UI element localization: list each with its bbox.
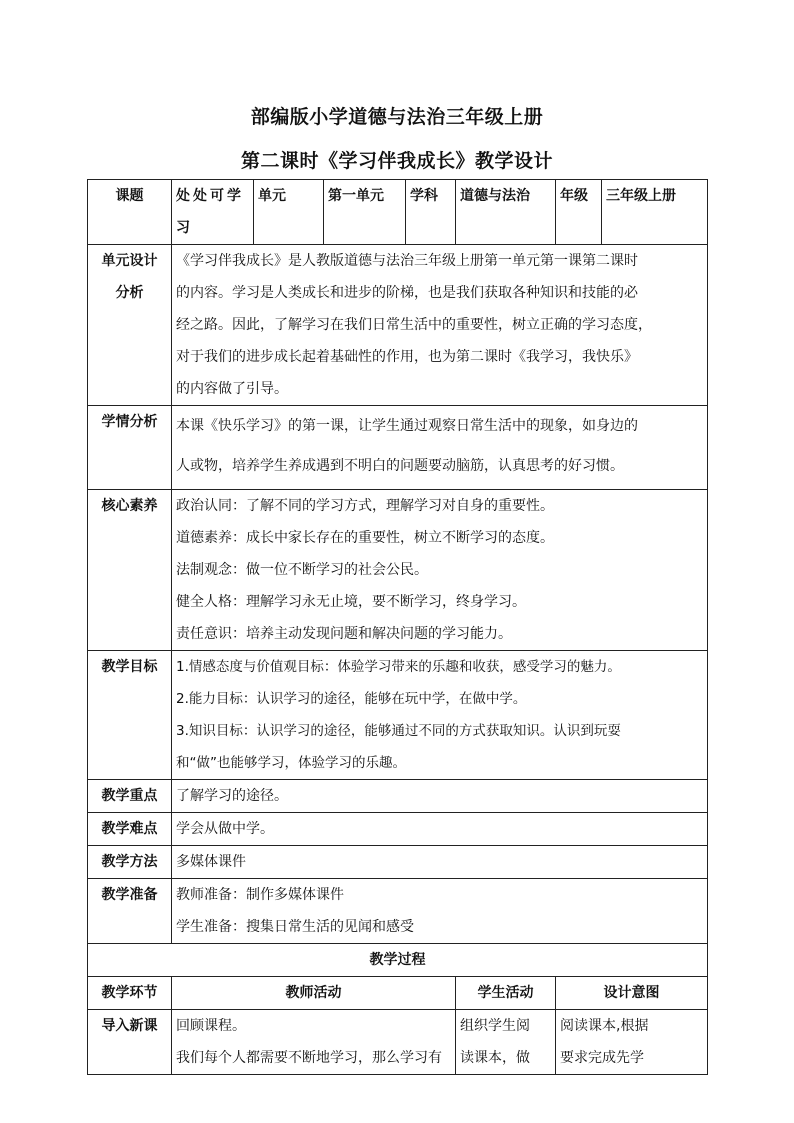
paragraph-line: 的内容做了引导。 — [176, 381, 288, 397]
unit-value: 第一单元 — [324, 180, 406, 245]
paragraph-line: 道德素养：成长中家长存在的重要性，树立不断学习的态度。 — [176, 530, 554, 546]
objective-line: 2.能力目标：认识学习的途径，能够在玩中学，在做中学。 — [176, 691, 527, 707]
paragraph-line: 对于我们的进步成长起着基础性的作用，也为第二课时《我学习，我快乐》 — [176, 349, 638, 365]
info-row — [88, 180, 708, 245]
process-student-activity — [456, 1010, 556, 1075]
subject-value: 道德与法治 — [456, 180, 556, 245]
preparation-label: 教学准备 — [88, 879, 172, 944]
process-row — [88, 1010, 708, 1075]
subject-label: 学科 — [406, 180, 456, 245]
topic-value-line: 习 — [176, 220, 190, 236]
method-label: 教学方法 — [88, 846, 172, 879]
core-literacy-row — [88, 490, 708, 651]
method-row — [88, 846, 708, 879]
core-literacy-label: 核心素养 — [88, 490, 172, 651]
process-header-row — [88, 977, 708, 1010]
objectives-row — [88, 651, 708, 780]
difficulty-label: 教学难点 — [88, 813, 172, 846]
unit-analysis-label-line: 单元设计 — [101, 253, 158, 269]
preparation-student: 学生准备：搜集日常生活的见闻和感受 — [176, 919, 414, 935]
col-student-header: 学生活动 — [456, 977, 556, 1010]
objective-line: 3.知识目标：认识学习的途径，能够通过不同的方式获取知识。认识到玩耍 — [176, 723, 621, 739]
paragraph-line: 经之路。因此，了解学习在我们日常生活中的重要性，树立正确的学习态度， — [176, 317, 652, 333]
paragraph-line: 的内容。学习是人类成长和进步的阶梯，也是我们获取各种知识和技能的必 — [176, 285, 638, 301]
difficulty-row — [88, 813, 708, 846]
document-subtitle: 第二课时《学习伴我成长》教学设计 — [240, 150, 553, 172]
lesson-plan-table — [87, 179, 708, 1075]
topic-value-line: 处处可学 — [176, 188, 244, 204]
topic-label: 课题 — [88, 180, 172, 245]
process-design-intent — [556, 1010, 708, 1075]
paragraph-line: 健全人格：理解学习永无止境，要不断学习，终身学习。 — [176, 594, 526, 610]
paragraph-line: 本课《快乐学习》的第一课，让学生通过观察日常生活中的现象，如身边的 — [176, 418, 638, 434]
unit-analysis-content — [172, 245, 708, 406]
preparation-row — [88, 879, 708, 944]
preparation-teacher: 教师准备：制作多媒体课件 — [176, 887, 344, 903]
paragraph-line: 读课本，做 — [460, 1050, 530, 1066]
student-analysis-label: 学情分析 — [88, 406, 172, 490]
topic-value — [172, 180, 254, 245]
paragraph-line: 政治认同：了解不同的学习方式，理解学习对自身的重要性。 — [176, 498, 554, 514]
paragraph-line: 责任意识：培养主动发现问题和解决问题的学习能力。 — [176, 626, 512, 642]
paragraph-line: 要求完成先学 — [560, 1050, 644, 1066]
objective-line: 1.情感态度与价值观目标：体验学习带来的乐趣和收获，感受学习的魅力。 — [176, 659, 621, 675]
method-value: 多媒体课件 — [172, 846, 708, 879]
col-teacher-header: 教师活动 — [172, 977, 456, 1010]
paragraph-line: 我们每个人都需要不断地学习，那么学习有 — [176, 1050, 442, 1066]
col-stage-header: 教学环节 — [88, 977, 172, 1010]
key-point-row — [88, 780, 708, 813]
process-heading-row — [88, 944, 708, 977]
paragraph-line: 回顾课程。 — [176, 1018, 246, 1034]
paragraph-line: 组织学生阅 — [460, 1018, 530, 1034]
objectives-content — [172, 651, 708, 780]
process-teacher-activity — [172, 1010, 456, 1075]
student-analysis-row — [88, 406, 708, 490]
difficulty-value: 学会从做中学。 — [172, 813, 708, 846]
student-analysis-content — [172, 406, 708, 490]
key-point-value: 了解学习的途径。 — [172, 780, 708, 813]
unit-analysis-row — [88, 245, 708, 406]
grade-value: 三年级上册 — [602, 180, 708, 245]
key-point-label: 教学重点 — [88, 780, 172, 813]
core-literacy-content — [172, 490, 708, 651]
grade-label: 年级 — [556, 180, 602, 245]
unit-analysis-label — [88, 245, 172, 406]
objectives-label: 教学目标 — [88, 651, 172, 780]
process-stage: 导入新课 — [88, 1010, 172, 1075]
unit-label: 单元 — [254, 180, 324, 245]
paragraph-line: 《学习伴我成长》是人教版道德与法治三年级上册第一单元第一课第二课时 — [176, 253, 638, 269]
paragraph-line: 法制观念：做一位不断学习的社会公民。 — [176, 562, 428, 578]
document-title: 部编版小学道德与法治三年级上册 — [250, 106, 544, 128]
paragraph-line: 人或物，培养学生养成遇到不明白的问题要动脑筋，认真思考的好习惯。 — [176, 458, 624, 474]
paragraph-line: 阅读课本,根据 — [560, 1018, 649, 1034]
col-intent-header: 设计意图 — [556, 977, 708, 1010]
preparation-content — [172, 879, 708, 944]
process-heading: 教学过程 — [88, 944, 708, 977]
objective-line: 和“做”也能够学习，体验学习的乐趣。 — [176, 755, 406, 771]
unit-analysis-label-line: 分析 — [115, 285, 144, 301]
